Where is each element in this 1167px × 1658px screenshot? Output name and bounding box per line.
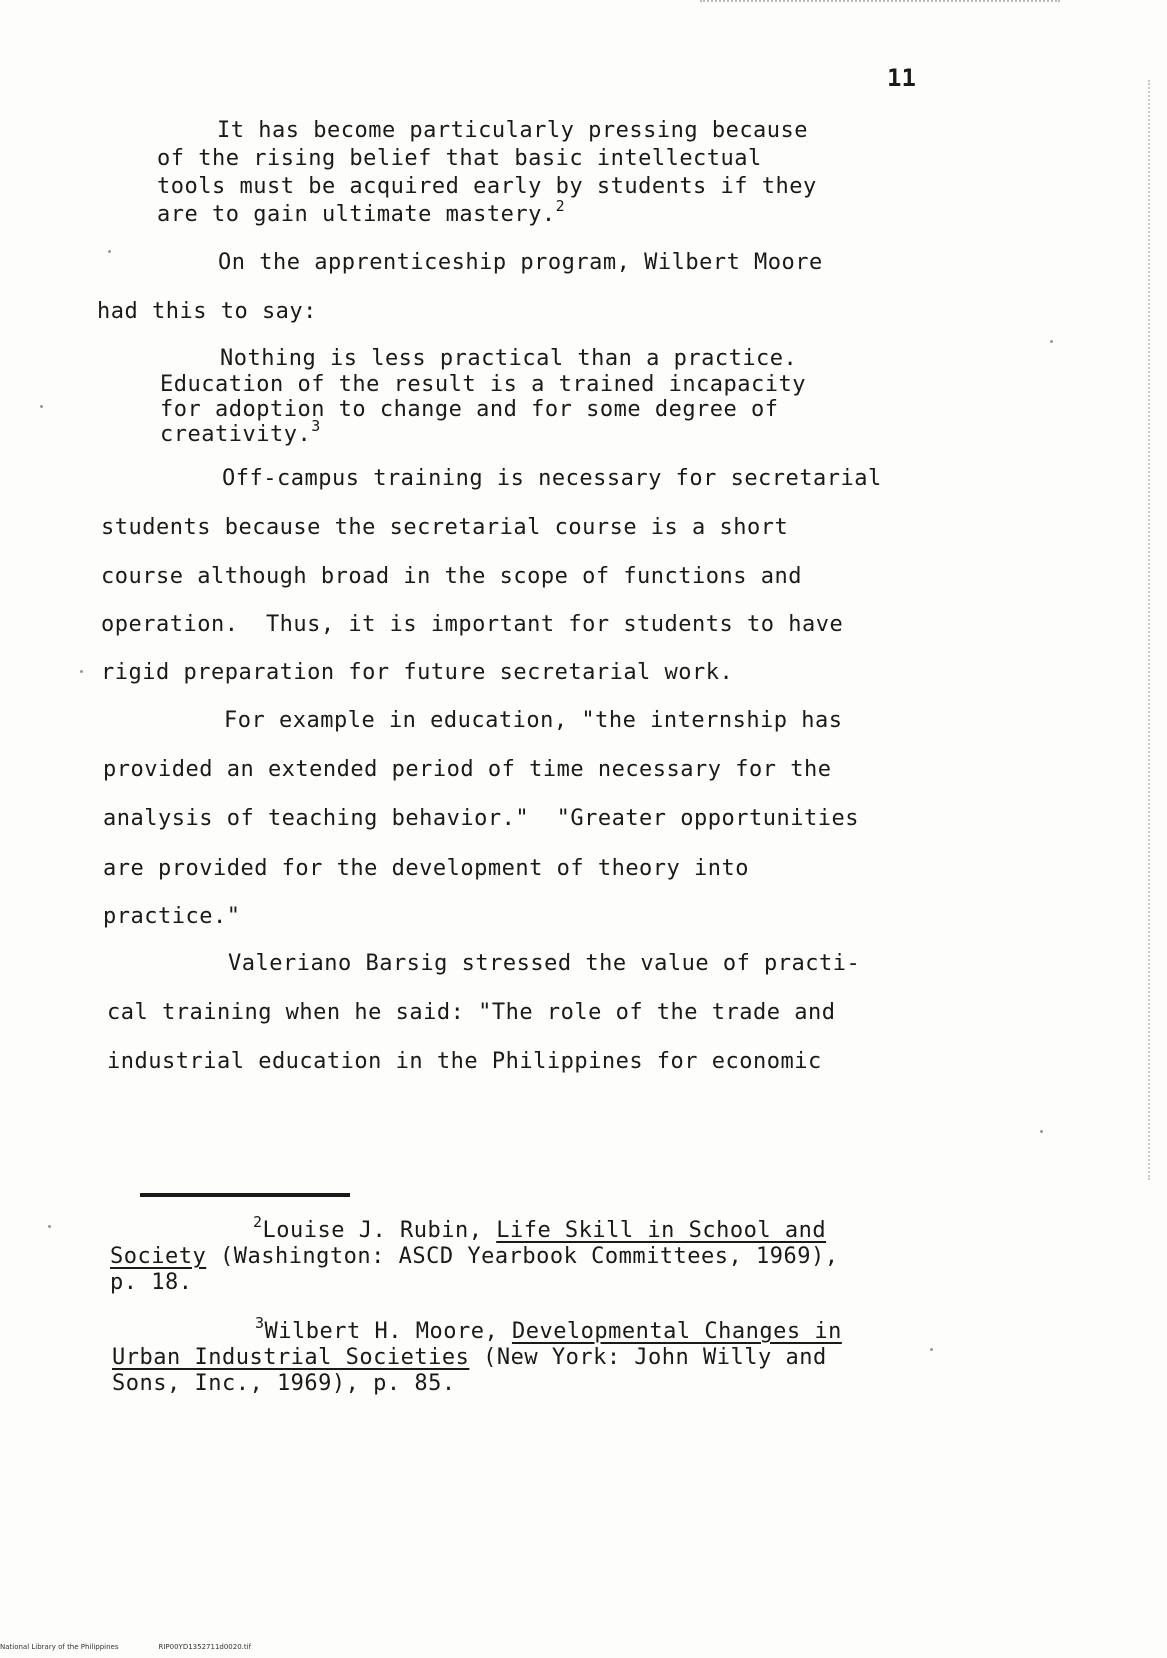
quote2-line-1: Nothing is less practical than a practice. (220, 346, 798, 371)
footnote-3-number: 3 (255, 1314, 265, 1332)
quote1-line-3: tools must be acquired early by students if they (157, 174, 817, 199)
footnote-ref-2: 2 (555, 197, 566, 215)
footnote-2-publisher: (Washington: ASCD Yearbook Committees, 1969), (206, 1244, 839, 1269)
para2-line-2: students because the secretarial course is a short (101, 515, 789, 540)
para3-line-3: analysis of teaching behavior." "Greater opportunities (103, 806, 859, 831)
quote2-line-3: for adoption to change and for some degree of (160, 397, 779, 422)
quote1-line-4-text: are to gain ultimate mastery. (157, 202, 556, 227)
footnote-3-line-2 (112, 1345, 827, 1370)
scan-speck (1040, 1130, 1043, 1133)
para2-line-1: Off-campus training is necessary for secretarial (222, 466, 882, 491)
scan-caption-library: National Library of the Philippines (0, 1643, 119, 1651)
quote1-line-1: It has become particularly pressing because (217, 118, 809, 143)
scan-edge-right (1148, 80, 1156, 1180)
footnote-2-line-3: p. 18. (110, 1270, 193, 1295)
scan-caption (0, 1643, 291, 1651)
footnote-3-publisher: (New York: John Willy and (469, 1345, 827, 1370)
footnote-2-number: 2 (253, 1213, 263, 1231)
para3-line-5: practice." (103, 904, 241, 929)
para3-line-2: provided an extended period of time necessary for the (103, 757, 832, 782)
footnote-2-title-a: Life Skill in School and (496, 1218, 827, 1243)
para1-line-1: On the apprenticeship program, Wilbert Moore (218, 250, 823, 275)
footnote-3-line-3: Sons, Inc., 1969), p. 85. (112, 1371, 456, 1396)
footnote-3-line-1 (255, 1314, 842, 1344)
footnote-3-title-a: Developmental Changes in (511, 1319, 842, 1344)
quote2-line-4 (160, 417, 321, 447)
footnote-3-author: Wilbert H. Moore, (264, 1319, 512, 1344)
scan-speck (1050, 340, 1053, 343)
quote2-line-4-text: creativity. (160, 422, 312, 447)
scan-speck (80, 670, 83, 673)
footnote-2-line-2 (110, 1244, 839, 1269)
scan-speck (108, 250, 111, 253)
quote1-line-2: of the rising belief that basic intellectual (157, 146, 762, 171)
footnote-ref-3: 3 (311, 417, 321, 435)
para2-line-3: course although broad in the scope of functions and (101, 564, 803, 589)
scan-speck (40, 405, 43, 408)
scan-edge-top (700, 0, 1060, 8)
scan-caption-file: RIP00YD1352711d0020.tif (158, 1643, 252, 1651)
footnote-2-title-b: Society (110, 1244, 207, 1269)
page-number: 11 (887, 64, 916, 92)
footnote-rule (140, 1193, 350, 1197)
quote1-line-4 (157, 197, 566, 227)
para1-line-2: had this to say: (97, 299, 317, 324)
para3-line-4: are provided for the development of theory into (103, 856, 750, 881)
para4-line-1: Valeriano Barsig stressed the value of practi- (228, 951, 861, 976)
scan-speck (48, 1225, 51, 1228)
quote2-line-2: Education of the result is a trained incapacity (160, 372, 807, 397)
footnote-2-author: Louise J. Rubin, (262, 1218, 497, 1243)
para4-line-2: cal training when he said: "The role of the trade and (107, 1000, 836, 1025)
para3-line-1: For example in education, "the internship has (224, 708, 843, 733)
footnote-2-line-1 (253, 1213, 827, 1243)
para2-line-4: operation. Thus, it is important for students to have (101, 612, 844, 637)
para4-line-3: industrial education in the Philippines for economic (107, 1049, 822, 1074)
footnote-3-title-b: Urban Industrial Societies (112, 1345, 470, 1370)
para2-line-5: rigid preparation for future secretarial work. (101, 660, 734, 685)
scan-speck (930, 1348, 933, 1351)
